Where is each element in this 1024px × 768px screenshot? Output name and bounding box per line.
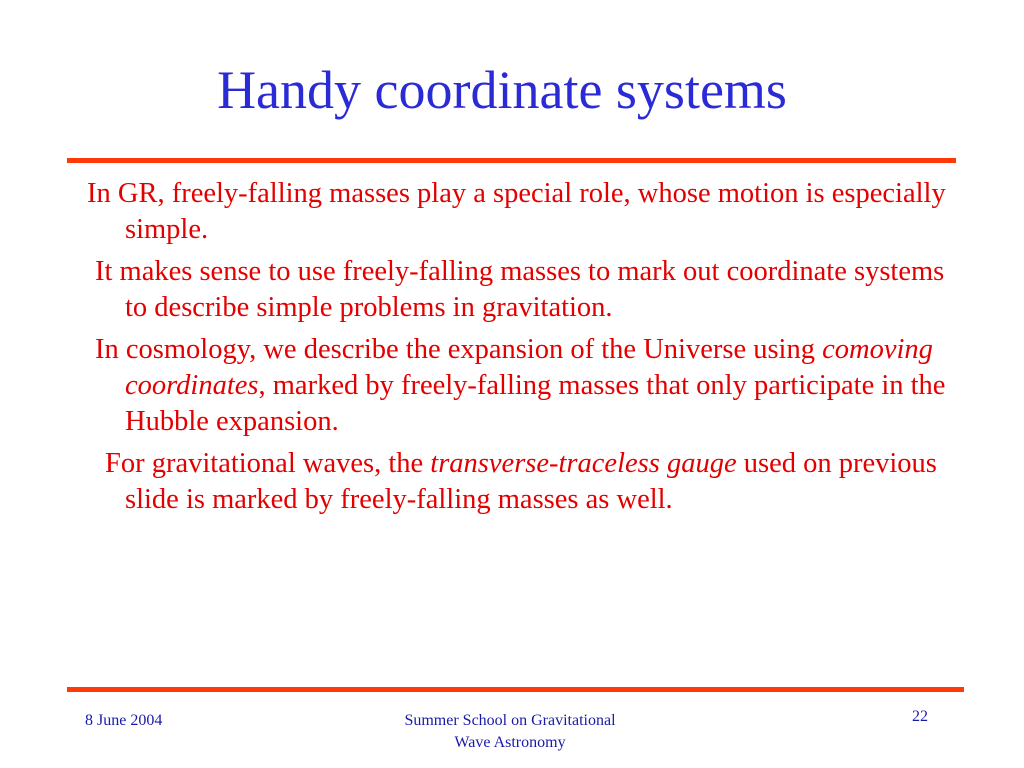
footer-date: 8 June 2004 — [85, 712, 163, 729]
paragraph — [87, 176, 967, 248]
paragraph-text: , marked by freely-falling masses that only participate in the Hubble expansion. — [125, 370, 946, 437]
top-divider — [67, 158, 956, 163]
paragraph-text: In cosmology, we describe the expansion of the Universe using — [95, 334, 823, 365]
emphasized-term: comoving coordinates — [125, 334, 933, 401]
footer-conference-line2: Wave Astronomy — [454, 734, 566, 751]
slide-title: Handy coordinate systems — [217, 60, 787, 120]
paragraph — [87, 332, 967, 440]
paragraph — [87, 446, 967, 518]
bottom-divider — [67, 687, 964, 692]
paragraph-text: In GR, freely-falling masses play a special role, whose motion is especially simple. — [87, 178, 946, 245]
paragraph — [87, 254, 967, 326]
paragraph-text: used on previous slide is marked by freely-falling masses as well. — [125, 448, 937, 515]
paragraph-text: For gravitational waves, the — [105, 448, 431, 479]
footer-page-number: 22 — [912, 708, 928, 725]
paragraph-text: It makes sense to use freely-falling masses to mark out coordinate systems to describe simple problems in gravitation. — [95, 256, 945, 323]
footer-conference-line1: Summer School on Gravitational — [404, 712, 616, 729]
slide-body — [87, 176, 967, 524]
footer-conference — [355, 710, 665, 754]
emphasized-term: transverse-traceless gauge — [430, 448, 737, 479]
